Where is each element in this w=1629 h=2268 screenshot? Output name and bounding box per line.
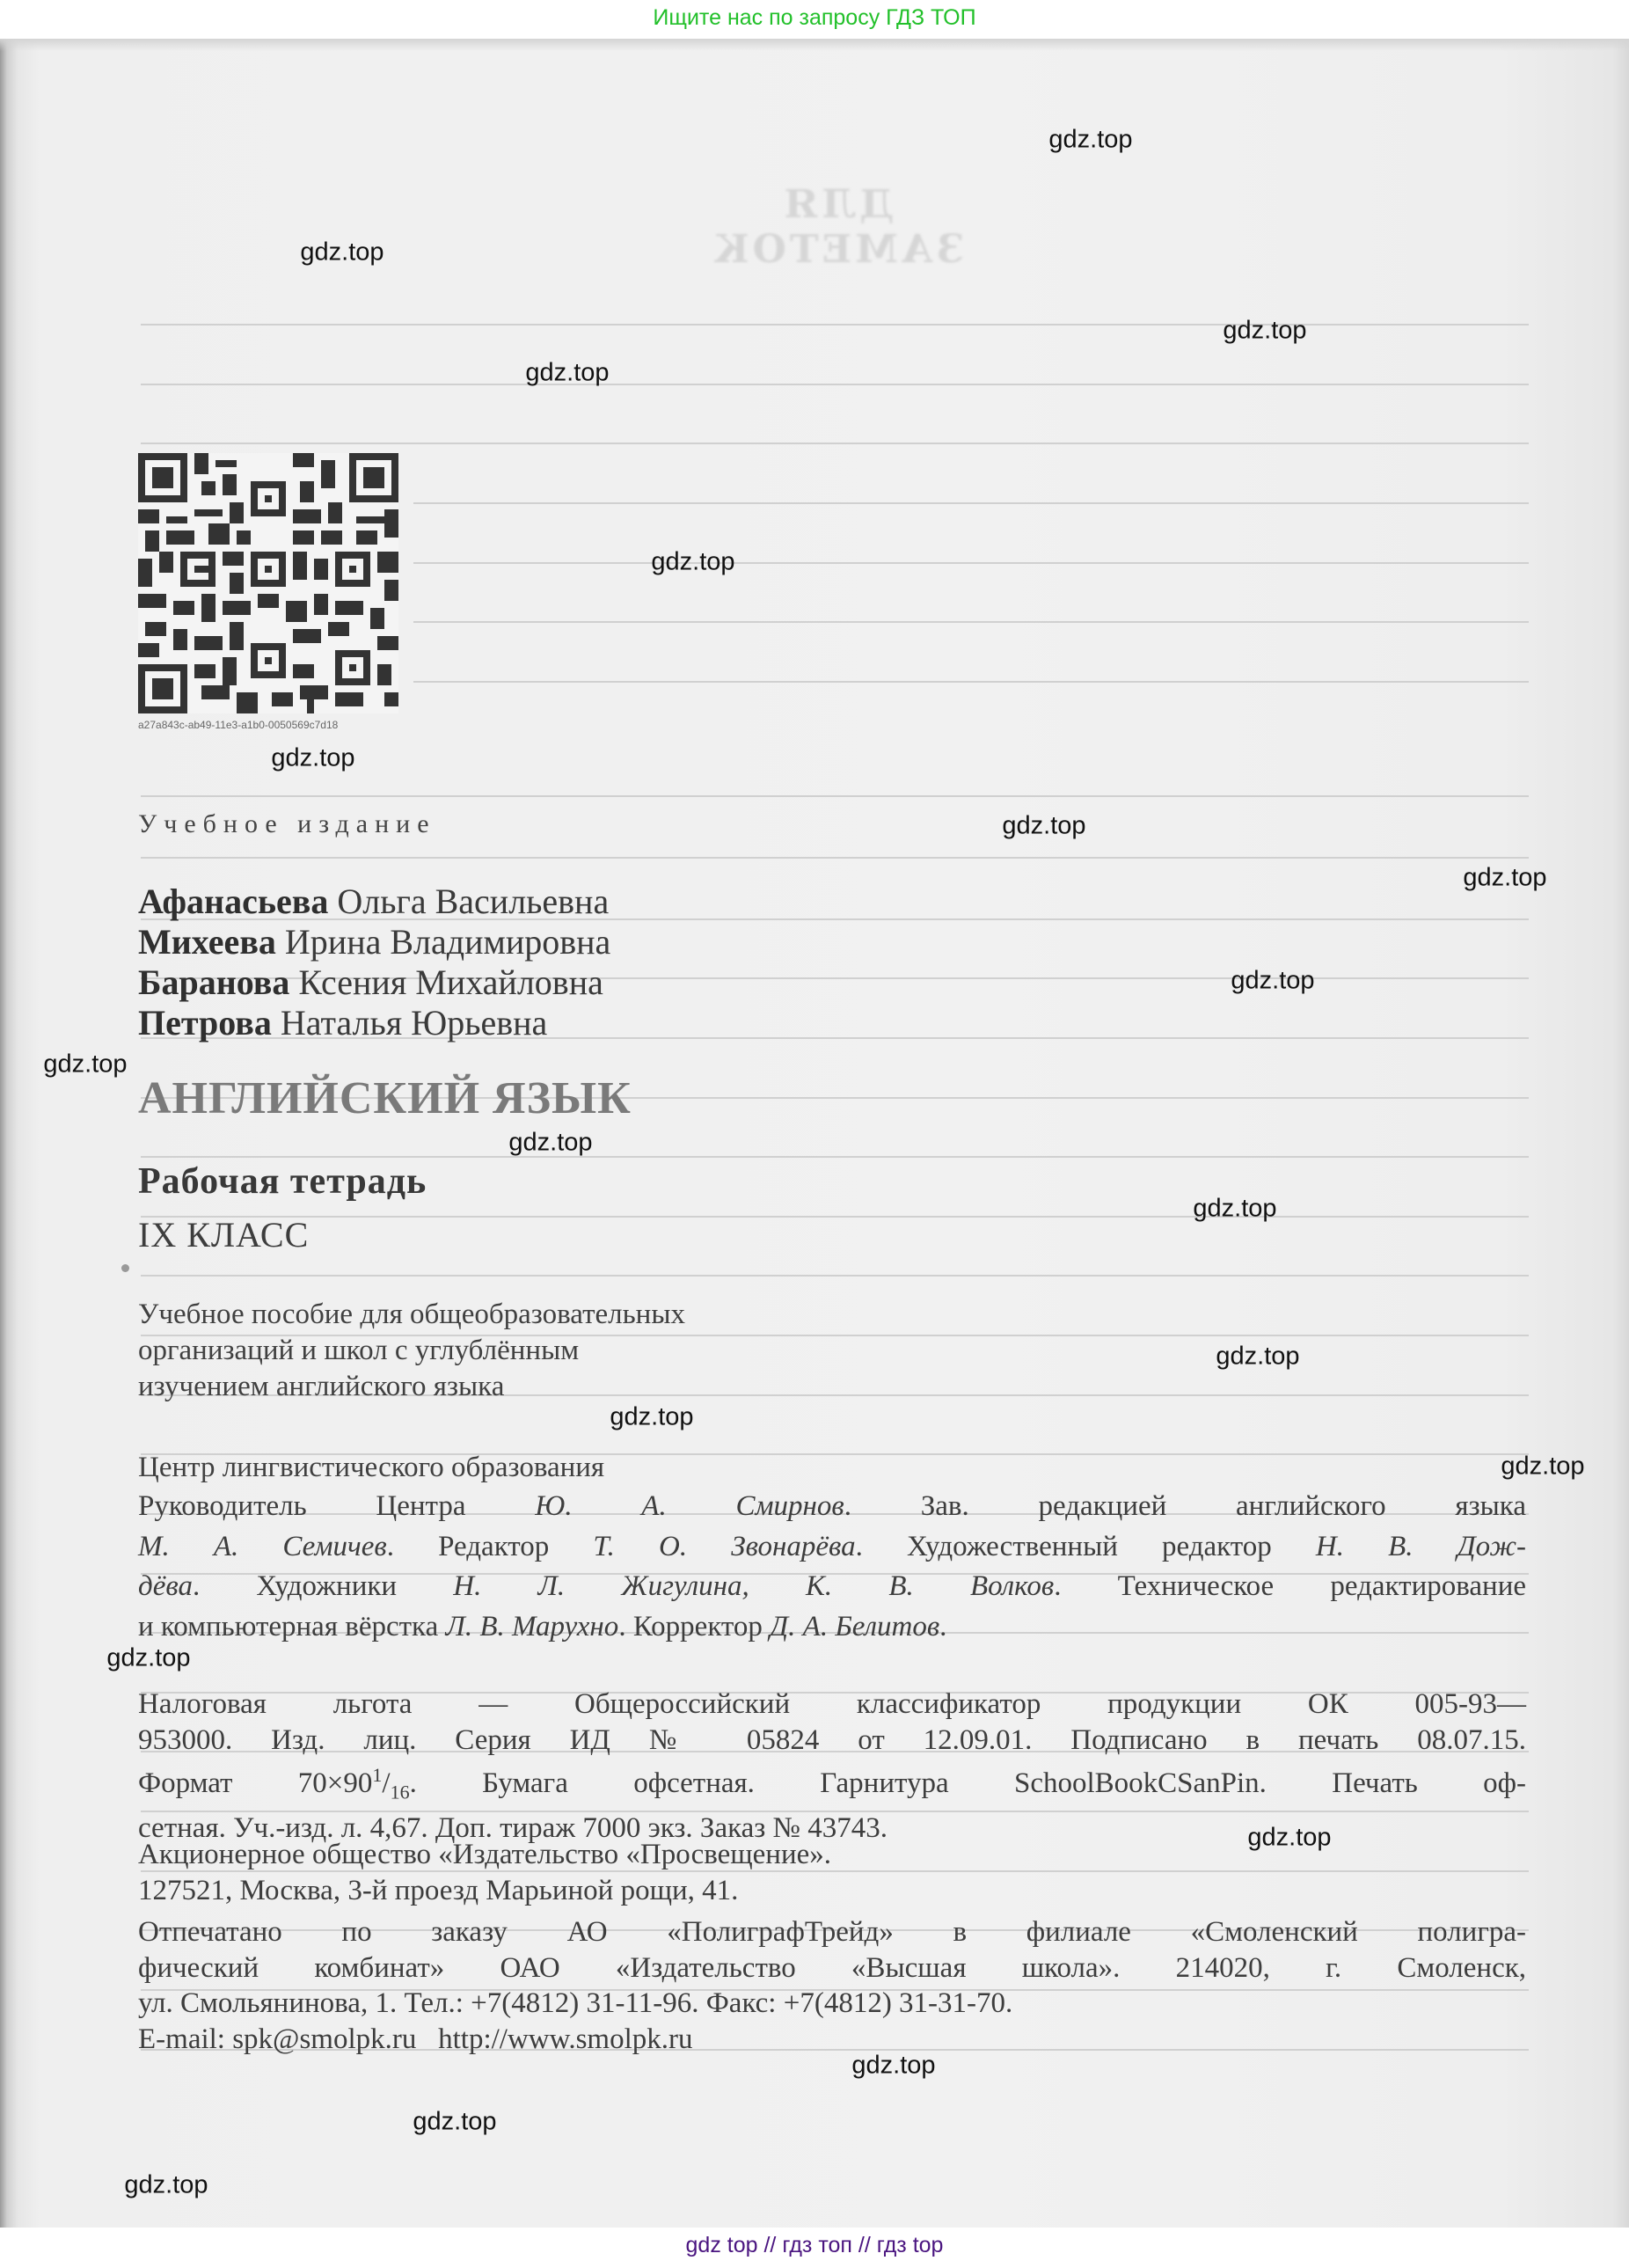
author-surname: Михеева xyxy=(138,922,276,962)
printer-contacts xyxy=(138,2022,1526,2058)
book-type: Рабочая тетрадь xyxy=(138,1161,427,1202)
credits-line: и компьютерная вёрстка Л. В. Марухно. Корректор Д. А. Белитов. xyxy=(138,1610,947,1642)
imprint-line: 953000. Изд. лиц. Серия ИД № 05824 от 12.09.01. Подписано в печать 08.07.15. xyxy=(138,1723,1526,1756)
watermark: gdz.top xyxy=(300,238,384,267)
authors-list xyxy=(138,882,610,1043)
rule-line xyxy=(141,384,1529,385)
watermark: gdz.top xyxy=(1223,316,1307,345)
centre-name: Центр лингвистического образования xyxy=(138,1452,605,1483)
imprint-line: сетная. Уч.-изд. л. 4,67. Доп. тираж 7000 экз. Заказ № 43743. xyxy=(138,1812,888,1845)
watermark: gdz.top xyxy=(1501,1452,1585,1481)
printer-line: Отпечатано по заказу АО «ПолиграфТрейд» в филиале «Смоленский полигра- xyxy=(138,1916,1526,1948)
rule-line xyxy=(141,1275,1529,1277)
author-name: Наталья Юрьевна xyxy=(280,1003,548,1043)
author-line xyxy=(138,882,610,922)
qr-code-id: a27a843c-ab49-11e3-a1b0-0050569c7d18 xyxy=(138,719,339,731)
credits-block xyxy=(138,1487,1526,1647)
author-name: Ирина Владимировна xyxy=(284,922,611,962)
author-line xyxy=(138,1003,610,1043)
credits-line: Руководитель Центра Ю. А. Смирнов. Зав. редакцией английского языка xyxy=(138,1490,1526,1522)
rule-line xyxy=(413,621,1529,623)
printer-line: ул. Смольянинова, 1. Тел.: +7(4812) 31-11-96. Факс: +7(4812) 31-31-70. xyxy=(138,1987,1013,2019)
watermark: gdz.top xyxy=(1216,1342,1300,1371)
author-name: Ксения Михайловна xyxy=(298,962,603,1002)
watermark: gdz.top xyxy=(413,2107,497,2136)
watermark: gdz.top xyxy=(124,2170,208,2199)
printer-block xyxy=(138,1914,1526,2057)
imprint-line: Формат $70\times 90^1/_{16}$. Бумага офсетная. Гарнитура SchoolBookCSanPin. Печать оф- xyxy=(138,1764,1526,1803)
description-line: организаций и школ с углублённым xyxy=(138,1335,580,1366)
imprint-line: Налоговая льгота — Общероссийский классификатор продукции ОК 005-93— xyxy=(138,1688,1526,1720)
rule-line xyxy=(141,795,1529,797)
watermark: gdz.top xyxy=(1463,863,1547,892)
edition-type: Учебное издание xyxy=(138,809,436,838)
watermark: gdz.top xyxy=(1231,966,1315,995)
watermark: gdz.top xyxy=(610,1402,694,1431)
rule-line xyxy=(141,1156,1529,1158)
book-page xyxy=(0,39,1629,2228)
watermark: gdz.top xyxy=(271,743,355,772)
credits-line: М. А. Семичев. Редактор Т. О. Звонарёва. Художественный редактор Н. В. Дож- xyxy=(138,1530,1527,1562)
author-surname: Баранова xyxy=(138,962,290,1002)
watermark: gdz.top xyxy=(1247,1823,1332,1852)
rule-line xyxy=(413,681,1529,683)
author-surname: Афанасьева xyxy=(138,882,329,921)
rule-line xyxy=(413,562,1529,564)
website-link[interactable]: http://www.smolpk.ru xyxy=(438,2023,693,2055)
rule-line xyxy=(141,1216,1529,1218)
watermark: gdz.top xyxy=(508,1128,593,1157)
imprint-block xyxy=(138,1686,1526,1847)
watermark: gdz.top xyxy=(106,1643,191,1672)
ink-dot xyxy=(121,1264,129,1272)
rule-line xyxy=(141,857,1529,859)
author-surname: Петрова xyxy=(138,1003,272,1043)
watermark: gdz.top xyxy=(1193,1194,1277,1223)
rule-line xyxy=(141,324,1529,326)
email-link[interactable]: E-mail: spk@smolpk.ru xyxy=(138,2023,417,2055)
rule-line xyxy=(413,502,1529,504)
watermark: gdz.top xyxy=(651,547,735,576)
watermark: gdz.top xyxy=(851,2051,936,2080)
rule-line xyxy=(141,443,1529,444)
author-name: Ольга Васильевна xyxy=(337,882,610,921)
subject-title: АНГЛИЙСКИЙ ЯЗЫК xyxy=(138,1073,632,1123)
description-line: Учебное пособие для общеобразовательных xyxy=(138,1299,686,1330)
watermark: gdz.top xyxy=(525,358,610,387)
qr-code xyxy=(138,453,398,713)
watermark: gdz.top xyxy=(43,1050,128,1079)
bleed-through-heading: ДЛЯ ЗАМЕТОК xyxy=(710,182,965,272)
credits-line: дёва. Художники Н. Л. Жигулина, К. В. Волков. Техническое редактирование xyxy=(138,1570,1526,1602)
publisher-line: 127521, Москва, 3-й проезд Марьиной рощи, 41. xyxy=(138,1874,739,1906)
watermark: gdz.top xyxy=(1002,811,1086,840)
book-description xyxy=(138,1297,685,1405)
printer-line: фический комбинат» ОАО «Издательство «Высшая школа». 214020, г. Смоленск, xyxy=(138,1951,1526,1984)
watermark: gdz.top xyxy=(1048,125,1133,154)
bottom-banner: gdz top // гдз топ // гдз top xyxy=(0,2228,1629,2268)
publisher-line: Акционерное общество «Издательство «Просвещение». xyxy=(138,1839,832,1870)
description-line: изучением английского языка xyxy=(138,1371,505,1402)
author-line xyxy=(138,962,610,1003)
top-banner: Ищите нас по запросу ГДЗ ТОП xyxy=(0,0,1629,39)
author-line xyxy=(138,922,610,962)
grade: IX КЛАСС xyxy=(138,1215,310,1255)
